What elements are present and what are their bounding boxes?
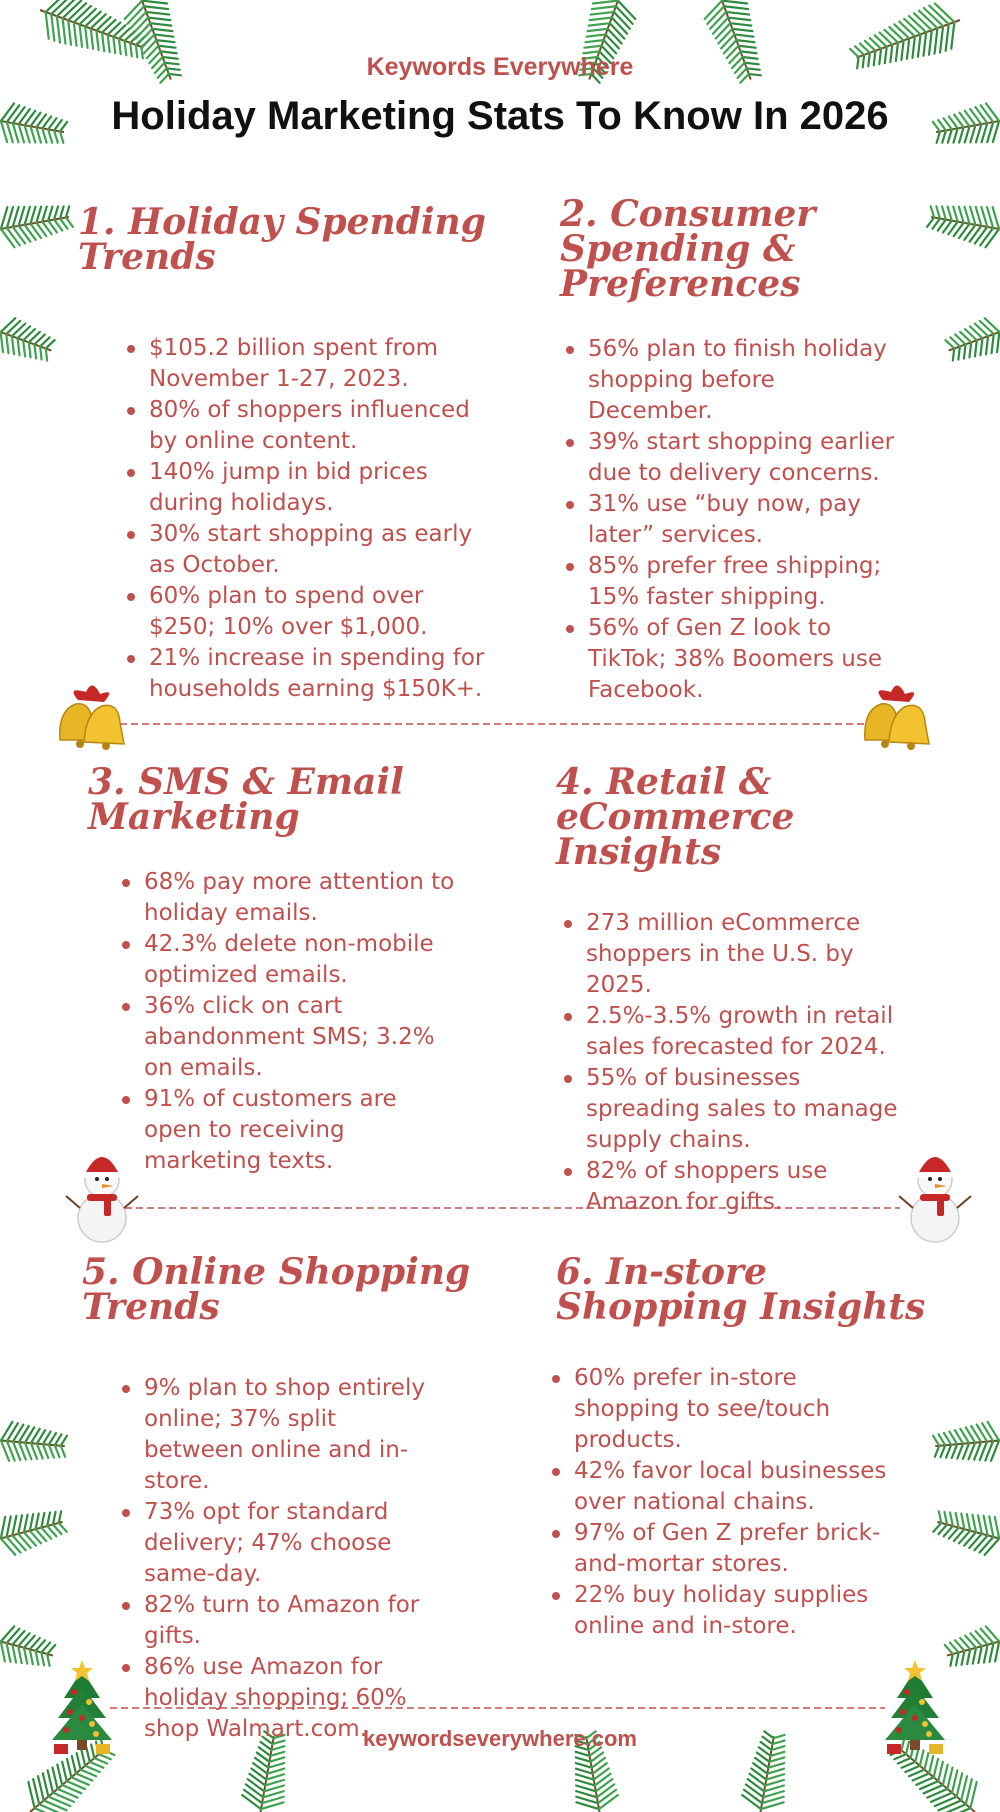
section-title: 3. SMS & Email Marketing <box>88 761 404 838</box>
section-holiday-spending <box>78 201 508 705</box>
list-item: 60% plan to spend over $250; 10% over $1,000. <box>125 581 495 643</box>
list-item: 97% of Gen Z prefer brick-and-mortar stores. <box>550 1518 900 1580</box>
list-item: 2.5%-3.5% growth in retail sales forecasted for 2024. <box>562 1001 912 1063</box>
list-item: 30% start shopping as early as October. <box>125 519 495 581</box>
list-item: 91% of customers are open to receiving marketing texts. <box>120 1084 460 1177</box>
section-title: 4. Retail & eCommerce Insights <box>556 761 795 873</box>
list-item: 80% of shoppers influenced by online content. <box>125 395 495 457</box>
list-item: 273 million eCommerce shoppers in the U.S. by 2025. <box>562 908 912 1001</box>
list-item: 60% prefer in-store shopping to see/touch products. <box>550 1363 900 1456</box>
list-item: 39% start shopping earlier due to delivery concerns. <box>564 427 904 489</box>
section-sms-email <box>88 761 508 1177</box>
list-item: 42.3% delete non-mobile optimized emails. <box>120 929 460 991</box>
list-item: 68% pay more attention to holiday emails. <box>120 867 460 929</box>
list-item: 31% use “buy now, pay later” services. <box>564 489 904 551</box>
stat-list <box>120 1373 440 1745</box>
list-item: 55% of businesses spreading sales to manage supply chains. <box>562 1063 912 1156</box>
section-title: 2. Consumer Spending & Preferences <box>560 193 816 305</box>
page-title: Holiday Marketing Stats To Know In 2026 <box>111 94 889 138</box>
section-consumer-preferences <box>560 193 940 706</box>
pine-branch-icon <box>931 1503 1000 1559</box>
section-retail-ecommerce <box>556 761 936 1218</box>
section-online-shopping <box>82 1251 502 1745</box>
pine-branch-icon <box>0 313 58 368</box>
list-item: 22% buy holiday supplies online and in-store. <box>550 1580 900 1642</box>
pine-branch-icon <box>0 1503 69 1559</box>
list-item: 36% click on cart abandonment SMS; 3.2% on emails. <box>120 991 460 1084</box>
pine-branch-icon <box>0 1623 58 1673</box>
stat-list <box>550 1363 900 1642</box>
list-item: 56% plan to finish holiday shopping before December. <box>564 334 904 427</box>
stat-list <box>125 333 495 705</box>
brand-name: Keywords Everywhere <box>366 53 634 81</box>
list-item: 86% use Amazon for holiday shopping; 60% shop Walmart.com. <box>120 1652 440 1745</box>
list-item: 42% favor local businesses over national chains. <box>550 1456 900 1518</box>
section-title: 6. In-store Shopping Insights <box>556 1251 926 1328</box>
list-item: 21% increase in spending for households earning $150K+. <box>125 643 495 705</box>
list-item: 9% plan to shop entirely online; 37% split between online and in-store. <box>120 1373 440 1497</box>
pine-branch-icon <box>942 313 1000 368</box>
list-item: 56% of Gen Z look to TikTok; 38% Boomers use Facebook. <box>564 613 904 706</box>
list-item: 82% of shoppers use Amazon for gifts. <box>562 1156 912 1218</box>
list-item: $105.2 billion spent from November 1-27, 2023. <box>125 333 495 395</box>
pine-branch-icon <box>942 1623 1000 1673</box>
list-item: 82% turn to Amazon for gifts. <box>120 1590 440 1652</box>
section-instore-shopping <box>556 1251 936 1642</box>
pine-branch-icon <box>932 1420 1000 1465</box>
section-title: 1. Holiday Spending Trends <box>78 201 486 278</box>
list-item: 140% jump in bid prices during holidays. <box>125 457 495 519</box>
pine-branch-icon <box>0 197 75 250</box>
list-item: 85% prefer free shipping; 15% faster shipping. <box>564 551 904 613</box>
list-item: 73% opt for standard delivery; 47% choose same-day. <box>120 1497 440 1590</box>
stat-list <box>564 334 904 706</box>
stat-list <box>120 867 460 1177</box>
pine-branch-icon <box>0 1420 68 1465</box>
footer-url: keywordseverywhere.com <box>363 1726 637 1751</box>
stat-list <box>562 908 912 1218</box>
section-title: 5. Online Shopping Trends <box>82 1251 471 1328</box>
